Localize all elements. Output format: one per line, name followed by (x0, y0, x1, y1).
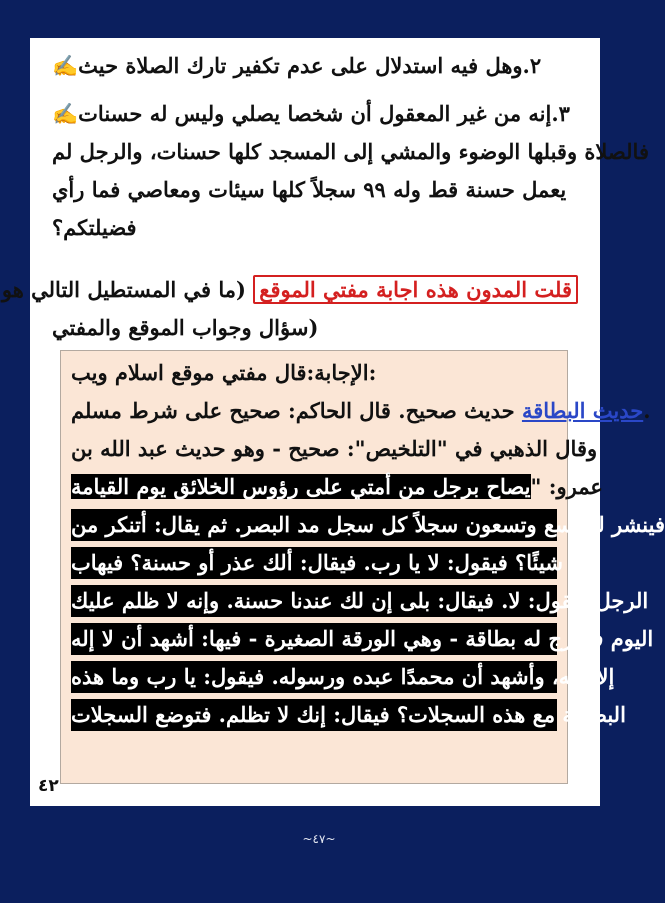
answer-line-9: إلا الله، وأشهد أن محمدًا عبده ورسوله. فيقول: يا رب وما هذه (71, 661, 557, 693)
blogger-note-line-1 (1, 274, 578, 306)
answer-line-3: وقال الذهبي في "التلخيص": صحيح - وهو حديث عبد الله بن (71, 436, 598, 461)
answer-line-2-rest: حديث صحيح. قال الحاكم: صحيح على شرط مسلم. (71, 398, 651, 423)
answer-line-10: البطاقة مع هذه السجلات؟ فيقال: إنك لا تظلم. فتوضع السجلات (71, 699, 557, 731)
answer-line-2 (71, 395, 651, 427)
answer-line-8: اليوم فيخرج له بطاقة - وهي الورقة الصغيرة - فيها: أشهد أن لا إله (71, 623, 557, 655)
question-2-line: ✍٢.وهل فيه استدلال على عدم تكفير تارك الصلاة حيث (52, 53, 542, 78)
answer-line-4-plain: عمرو: " (530, 474, 603, 499)
answer-line-6: هذا شيئًا؟ فيقول: لا يا رب. فيقال: ألك عذر أو حسنة؟ فيهاب (71, 547, 557, 579)
blogger-note-line-2: سؤال وجواب الموقع والمفتي) (52, 315, 319, 340)
question-3-line-4: فضيلتكم؟ (52, 215, 137, 240)
question-3-line-3: يعمل حسنة قط وله ٩٩ سجلاً كلها سيئات ومعاصي فما رأي (52, 177, 567, 202)
document-page (1, 38, 665, 806)
answer-line-5: فينشر له تسع وتسعون سجلاً كل سجل مد البصر. ثم يقال: أتنكر من (71, 509, 557, 541)
question-3-line-1: ✍٣.إنه من غير المعقول أن شخصا يصلي وليس له حسنات (52, 101, 570, 126)
answer-header: الإجابة:قال مفتي موقع اسلام ويب: (71, 360, 377, 385)
question-3-line-2: فالصلاة وقبلها الوضوء والمشي إلى المسجد كلها حسنات، والرجل لم (52, 139, 649, 164)
answer-line-4-highlight: يصاح برجل من أمتي على رؤوس الخلائق يوم القيامة (71, 474, 531, 499)
blogger-note-rest: (ما في المستطيل التالي هو (1, 277, 246, 302)
footer-page-marker: ~٤٧~ (302, 832, 336, 846)
answer-line-4 (71, 471, 603, 503)
fatwa-answer-box (60, 350, 665, 784)
hadith-card-link[interactable]: حديث البطاقة (521, 398, 644, 423)
blogger-note-highlight: قلت المدون هذه اجابة مفتي الموقع (253, 275, 578, 304)
answer-line-7: الرجل ويقول: لا. فيقال: بلى إن لك عندنا حسنة. وإنه لا ظلم عليك (71, 585, 557, 617)
page-number: ٤٢ (38, 776, 59, 796)
